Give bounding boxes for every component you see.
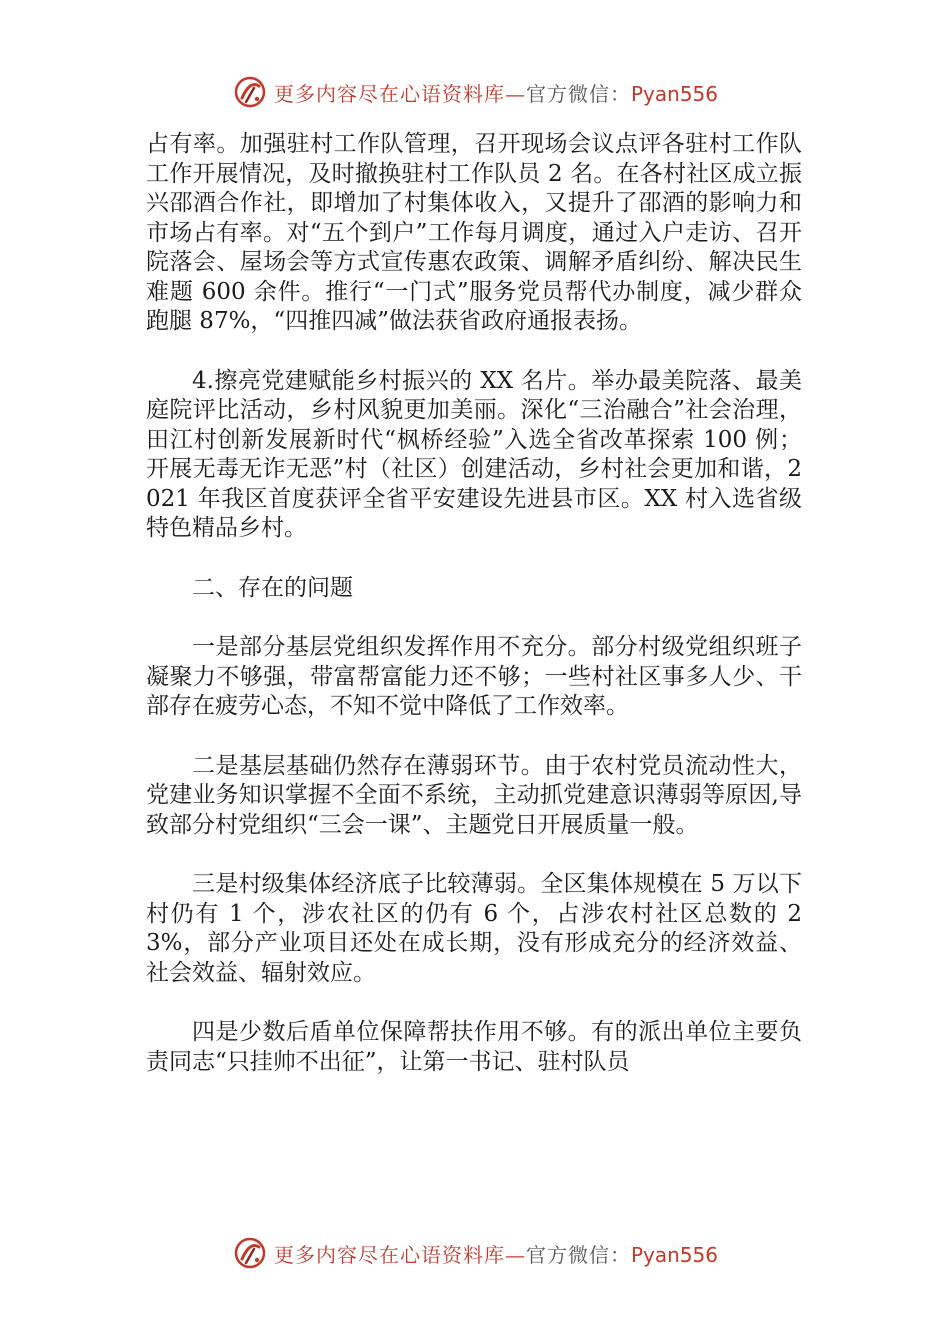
paragraph: 4.擦亮党建赋能乡村振兴的 XX 名片。举办最美院落、最美庭院评比活动，乡村风貌更加美丽。深化“三治融合”社会治理，田江村创新发展新时代“枫桥经验”入选全省改革探索 100 例；开展无毒无诈无恶”村（社区）创建活动，乡村社会更加和谐，2021 年我区首度获评全省平安建设先进县市区。XX 村入选省级特色精品乡村。 [146, 367, 802, 541]
banner-text [274, 1239, 718, 1268]
paragraph: 三是村级集体经济底子比较薄弱。全区集体规模在 5 万以下村仍有 1 个，涉农社区的仍有 6 个，占涉农村社区总数的 23%，部分产业项目还处在成长期，没有形成充分的经济效益、社会效益、辐射效应。 [146, 871, 802, 986]
banner-site-name: 更多内容尽在心语资料库— [273, 1242, 526, 1267]
banner-wechat-label: 官方微信： [525, 1242, 631, 1267]
paragraph: 占有率。加强驻村工作队管理，召开现场会议点评各驻村工作队工作开展情况，及时撤换驻村工作队员 2 名。在各村社区成立振兴邵酒合作社，即增加了村集体收入，又提升了邵酒的影响力和市场占有率。对“五个到户”工作每月调度，通过入户走访、召开院落会、屋场会等方式宣传惠农政策、调解矛盾纠纷、解决民生难题 600 余件。推行“一门式”服务党员帮代办制度，减少群众跑腿 87%，“四推四减”做法获省政府通报表扬。 [146, 131, 802, 334]
footer-watermark-banner [0, 1233, 950, 1273]
logo-icon [232, 74, 268, 110]
logo-icon [232, 1235, 268, 1271]
banner-wechat-label: 官方微信： [525, 81, 631, 106]
header-watermark-banner [0, 72, 950, 112]
banner-text [274, 78, 718, 107]
banner-site-name: 更多内容尽在心语资料库— [273, 81, 526, 106]
section-heading: 二、存在的问题 [192, 574, 353, 601]
paragraph: 四是少数后盾单位保障帮扶作用不够。有的派出单位主要负责同志“只挂帅不出征”，让第一书记、驻村队员 [146, 1019, 802, 1075]
banner-wechat-id: Pyan556 [630, 1242, 718, 1267]
document-body [146, 130, 802, 1077]
paragraph: 一是部分基层党组织发挥作用不充分。部分村级党组织班子凝聚力不够强，带富帮富能力还不够；一些村社区事多人少、干部存在疲劳心态，不知不觉中降低了工作效率。 [146, 634, 802, 719]
banner-wechat-id: Pyan556 [630, 81, 718, 106]
paragraph: 二是基层基础仍然存在薄弱环节。由于农村党员流动性大，党建业务知识掌握不全面不系统，主动抓党建意识薄弱等原因,导致部分村党组织“三会一课”、主题党日开展质量一般。 [146, 752, 802, 838]
